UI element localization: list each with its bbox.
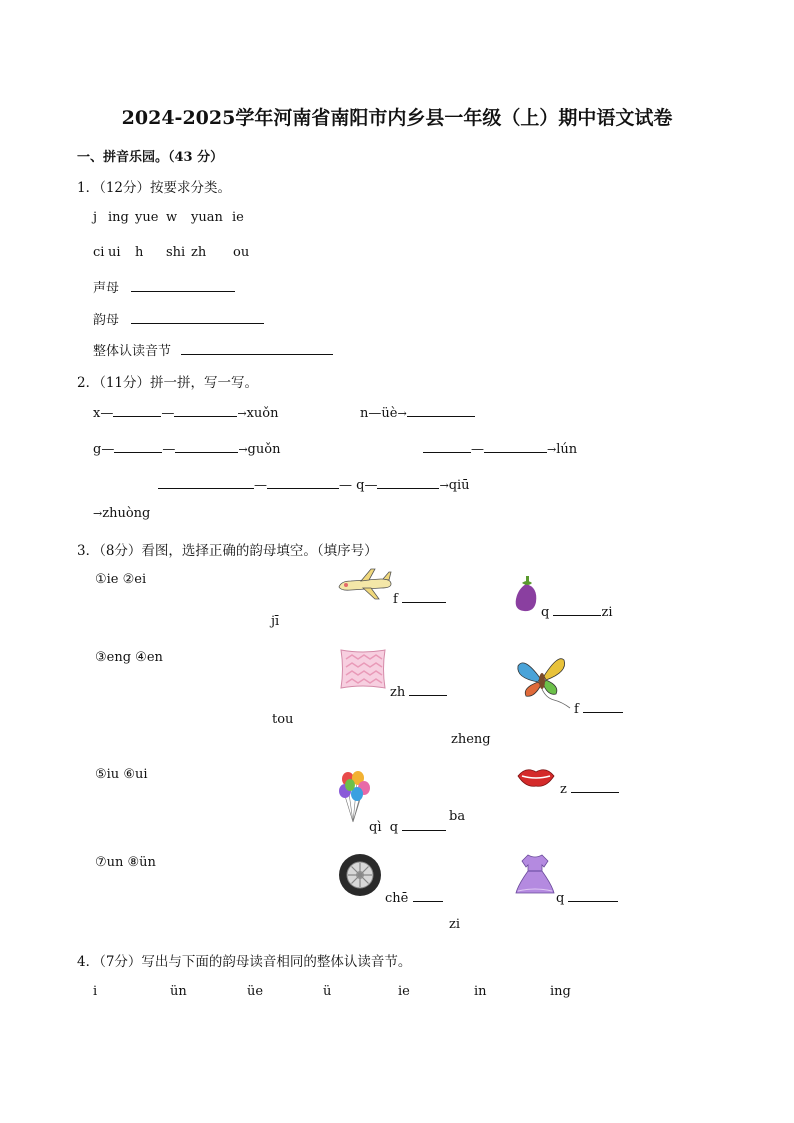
q1-zhengti-row xyxy=(93,340,333,359)
answer-blank[interactable] xyxy=(267,476,339,489)
answer-blank[interactable] xyxy=(568,889,618,902)
q1-pinyin-ing: ing xyxy=(108,210,129,225)
q2-row1-right xyxy=(360,404,475,421)
initial-letter: f xyxy=(574,702,579,717)
initial-letter: zh xyxy=(390,685,406,700)
syllable: chē xyxy=(385,891,409,906)
airplane-icon xyxy=(337,567,393,601)
arrow-icon: → xyxy=(397,407,407,420)
question-3-heading: 3．（8分）看图，选择正确的韵母填空。（填序号） xyxy=(77,543,378,559)
answer-blank[interactable] xyxy=(484,440,547,453)
initial-letter: q xyxy=(541,605,550,620)
dash: — xyxy=(100,406,114,421)
q3-tou: tou xyxy=(272,712,294,727)
arrow-icon: → xyxy=(237,407,247,420)
eggplant-icon xyxy=(512,575,540,613)
q3-options-2: ③eng ④en xyxy=(95,650,163,665)
initial-letter: n xyxy=(360,406,369,421)
arrow-icon: → xyxy=(93,507,103,520)
q1-yunmu-label: 韵母 xyxy=(93,313,120,328)
q4-item: ie xyxy=(398,984,410,999)
answer-blank[interactable] xyxy=(413,889,443,902)
answer-blank[interactable] xyxy=(402,818,446,831)
q3-balloon-answer xyxy=(369,818,446,835)
balloons-icon xyxy=(337,770,371,826)
answer-blank[interactable] xyxy=(553,603,601,616)
q3-airplane-answer xyxy=(393,590,446,607)
kite-icon xyxy=(514,652,572,710)
q3-zheng: zheng xyxy=(451,732,491,747)
initial-letter: q xyxy=(556,891,565,906)
q1-pinyin-w: w xyxy=(166,210,178,225)
syllable: qì xyxy=(369,820,382,835)
answer-blank[interactable] xyxy=(407,404,475,417)
q3-ji: jī xyxy=(271,614,280,629)
initial-letter: q xyxy=(356,478,365,493)
dash: — xyxy=(101,442,115,457)
answer-blank[interactable] xyxy=(409,683,447,696)
answer-blank[interactable] xyxy=(583,700,623,713)
answer-blank[interactable] xyxy=(113,404,161,417)
answer-blank[interactable] xyxy=(131,279,235,292)
question-1-heading: 1．（12分）按要求分类。 xyxy=(77,180,232,196)
q3-dress-answer xyxy=(556,889,618,906)
initial-letter: q xyxy=(389,820,399,835)
q1-shengmu-label: 声母 xyxy=(93,281,120,296)
initial-letter: z xyxy=(560,782,567,797)
q1-pinyin-yuan: yuan xyxy=(191,210,223,225)
q2-row3 xyxy=(158,476,470,493)
q1-yunmu-row xyxy=(93,309,264,328)
result-syllable: guǒn xyxy=(247,442,281,457)
q1-pinyin-j: j xyxy=(93,210,98,225)
dash: — xyxy=(161,406,175,421)
q1-shengmu-row xyxy=(93,277,235,296)
dash: — xyxy=(364,478,378,493)
q3-options-1: ①ie ②ei xyxy=(95,572,147,587)
q4-item: üe xyxy=(247,984,264,999)
tire-icon xyxy=(338,853,382,897)
section-heading: 一、拼音乐园。（43 分） xyxy=(77,150,224,165)
answer-blank[interactable] xyxy=(402,590,446,603)
lips-icon xyxy=(516,766,556,788)
answer-blank[interactable] xyxy=(131,311,264,324)
answer-blank[interactable] xyxy=(377,476,439,489)
arrow-icon: → xyxy=(547,443,557,456)
q1-zhengti-label: 整体认读音节 xyxy=(93,344,172,359)
q1-pinyin-ui: ui xyxy=(108,245,121,260)
q1-pinyin-shi: shi xyxy=(166,245,186,260)
q1-pinyin-zh: zh xyxy=(191,245,207,260)
result-syllable: xuǒn xyxy=(246,406,279,421)
q3-kite-answer xyxy=(574,700,623,717)
question-2-heading: 2．（11分）拼一拼，写一写。 xyxy=(77,375,259,391)
arrow-icon: → xyxy=(238,443,248,456)
dash: — xyxy=(471,442,484,457)
q1-pinyin-yue: yue xyxy=(135,210,159,225)
q2-row4 xyxy=(93,506,150,521)
pillow-icon xyxy=(338,647,388,691)
result-syllable: zhuòng xyxy=(102,506,151,521)
q3-options-3: ⑤iu ⑥ui xyxy=(95,767,148,782)
initial-letter: x xyxy=(93,406,101,421)
q4-item: ü xyxy=(323,984,332,999)
dash: — xyxy=(162,442,176,457)
dress-icon xyxy=(514,853,556,895)
initial-letter: g xyxy=(93,442,102,457)
q3-ba: ba xyxy=(449,809,466,824)
arrow-icon: → xyxy=(439,479,449,492)
result-syllable: qiū xyxy=(448,478,470,493)
q4-item: in xyxy=(474,984,487,999)
q3-eggplant-answer xyxy=(541,603,612,620)
answer-blank[interactable] xyxy=(158,476,254,489)
q3-lips-answer xyxy=(560,780,619,797)
question-4-heading: 4．（7分）写出与下面的韵母读音相同的整体认读音节。 xyxy=(77,954,412,970)
q2-row2-right xyxy=(423,440,577,457)
q3-pillow-answer xyxy=(390,683,447,700)
q4-item: i xyxy=(93,984,98,999)
final-letters: üè xyxy=(381,406,398,421)
q1-pinyin-ou: ou xyxy=(233,245,250,260)
answer-blank[interactable] xyxy=(181,342,333,355)
dash: — xyxy=(368,406,382,421)
answer-blank[interactable] xyxy=(423,440,471,453)
answer-blank[interactable] xyxy=(571,780,619,793)
answer-blank[interactable] xyxy=(174,404,237,417)
q3-options-4: ⑦un ⑧ün xyxy=(95,855,156,870)
q1-pinyin-h: h xyxy=(135,245,144,260)
answer-blank[interactable] xyxy=(114,440,162,453)
q3-tire-answer xyxy=(385,889,443,906)
q1-pinyin-ci: ci xyxy=(93,245,105,260)
syllable: zi xyxy=(601,605,613,620)
q4-item: ün xyxy=(170,984,187,999)
dash: — xyxy=(339,478,352,493)
q2-row2-left xyxy=(93,440,280,457)
page-title: 2024-2025学年河南省南阳市内乡县一年级（上）期中语文试卷 xyxy=(121,107,673,129)
q3-zi: zi xyxy=(449,917,461,932)
result-syllable: lún xyxy=(556,442,578,457)
q4-item: ing xyxy=(550,984,571,999)
answer-blank[interactable] xyxy=(175,440,238,453)
initial-letter: f xyxy=(393,592,398,607)
q2-row1-left xyxy=(93,404,278,421)
q1-pinyin-ie: ie xyxy=(232,210,244,225)
dash: — xyxy=(254,478,267,493)
